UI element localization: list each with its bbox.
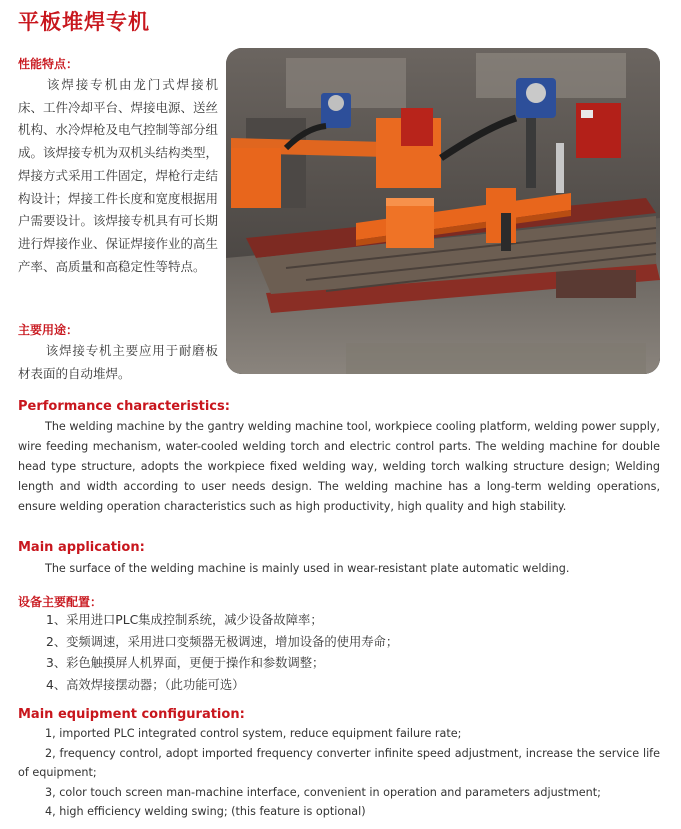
list-item: 2、变频调速，采用进口变频器无极调速，增加设备的使用寿命； [46,634,399,649]
zh-performance-paragraph [18,74,218,278]
en-application-heading: Main application: [18,540,145,555]
gantry-welding-machine-photo [226,48,660,374]
list-item: 4, high efficiency welding swing; (this feature is optional) [45,805,366,819]
en-performance-paragraph [18,417,660,517]
list-item: 3、彩色触摸屏人机界面，更便于操作和参数调整； [46,656,325,671]
en-application-paragraph [18,559,660,579]
en-performance-heading: Performance characteristics: [18,399,230,414]
zh-application-heading: 主要用途： [18,323,79,337]
machine-illustration [226,48,660,374]
list-item: 3, color touch screen man-machine interface, convenient in operation and parameters adjustment; [45,785,601,799]
list-item: 2, frequency control, adopt imported frequency converter infinite speed adjustment, increase the service life of equipment; [18,746,660,780]
list-item: 1、采用进口PLC集成控制系统，减少设备故障率； [46,613,323,627]
page-title: 平板堆焊专机 [18,10,150,34]
zh-application-paragraph [18,340,218,385]
en-config-list [18,724,660,822]
en-application-text: The surface of the welding machine is mainly used in wear-resistant plate automatic welding. [45,562,570,575]
en-config-heading: Main equipment configuration: [18,707,245,722]
list-item: 1, imported PLC integrated control system, reduce equipment failure rate; [45,727,462,740]
zh-config-list [46,610,398,696]
list-item: 4、高效焊接摆动器；（此功能可选） [46,677,245,692]
zh-performance-heading: 性能特点： [18,57,79,71]
zh-config-heading: 设备主要配置： [18,595,103,609]
zh-performance-text: 该焊接专机由龙门式焊接机床、工件冷却平台、焊接电源、送丝机构、水冷焊枪及电气控制等部分组成。该焊接专机为双机头结构类型，焊接方式采用工件固定，焊枪行走结构设计；焊接工件长度和宽度根据用户需要设计。该焊接专机具有可长期进行焊接作业、保证焊接作业的高生产率、高质量和高稳定性等特点。 [18,77,219,274]
en-performance-text: The welding machine by the gantry welding machine tool, workpiece cooling platform, welding power supply, wire feeding mechanism, water-cooled welding torch and electric control parts. The welding machine for double head type structure, adopts the workpiece fixed welding way, welding torch walking structure design; Welding length and width according to user needs design. The welding machine has a long-term welding operations, ensure welding operation characteristics such as high productivity, high quality and high stability. [18,420,660,513]
zh-application-text: 该焊接专机主要应用于耐磨板材表面的自动堆焊。 [18,343,218,381]
